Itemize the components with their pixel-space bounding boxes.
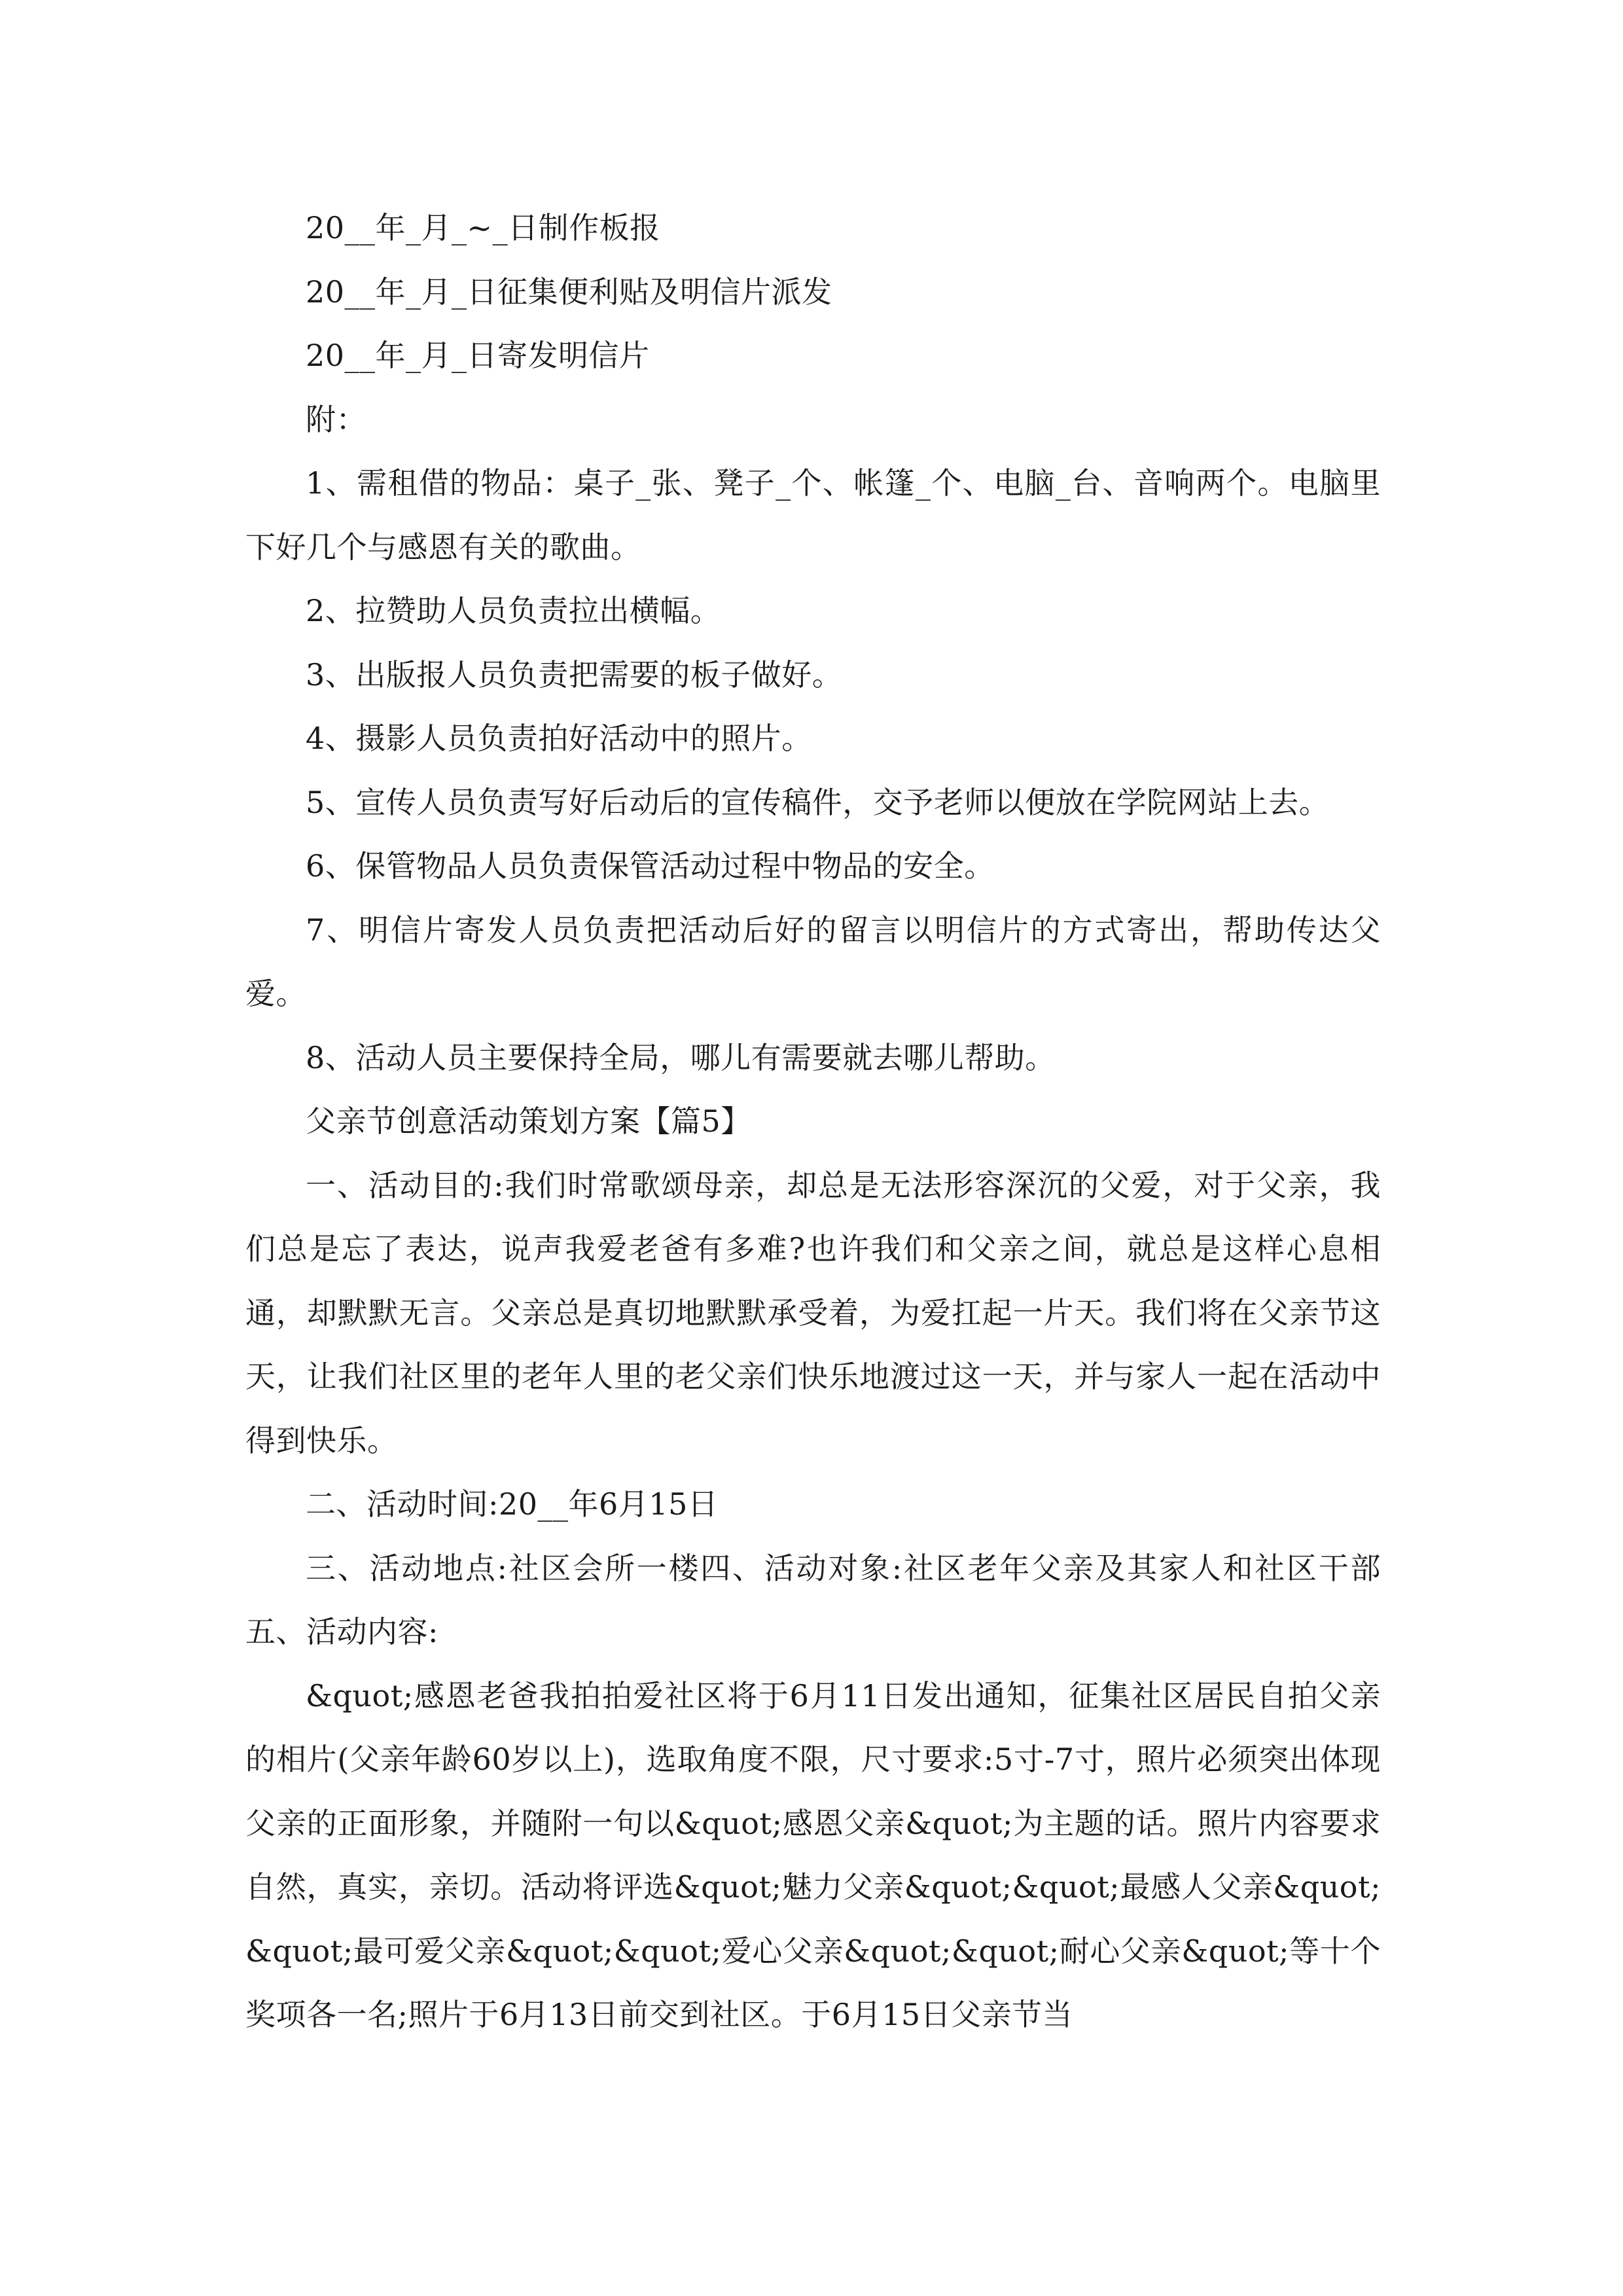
appendix-item-3: 3、出版报人员负责把需要的板子做好。 bbox=[306, 656, 843, 692]
appendix-item-4: 4、摄影人员负责拍好活动中的照片。 bbox=[306, 721, 812, 756]
schedule-item-send-postcards: 20__年_月_日寄发明信片 bbox=[306, 338, 650, 373]
appendix-item-2: 2、拉赞助人员负责拉出横幅。 bbox=[306, 593, 721, 628]
appendix-item-6: 6、保管物品人员负责保管活动过程中物品的安全。 bbox=[306, 848, 995, 884]
schedule-item-collect-notes: 20__年_月_日征集便利贴及明信片派发 bbox=[306, 274, 832, 310]
appendix-item-1: 1、需租借的物品：桌子_张、凳子_个、帐篷_个、电脑_台、音响两个。电脑里下好几个与感恩有关的歌曲。 bbox=[245, 465, 1381, 565]
appendix-heading: 附： bbox=[306, 401, 366, 437]
document-body bbox=[245, 196, 1381, 2047]
schedule-item-poster: 20__年_月_~_日制作板报 bbox=[306, 210, 660, 245]
appendix-item-8: 8、活动人员主要保持全局，哪儿有需要就去哪儿帮助。 bbox=[306, 1039, 1056, 1075]
section-title-part-5: 父亲节创意活动策划方案【篇5】 bbox=[306, 1103, 751, 1139]
activity-location-target-content: 三、活动地点:社区会所一楼四、活动对象:社区老年父亲及其家人和社区干部五、活动内容: bbox=[245, 1550, 1381, 1649]
appendix-item-7: 7、明信片寄发人员负责把活动后好的留言以明信片的方式寄出，帮助传达父爱。 bbox=[245, 912, 1381, 1011]
appendix-item-5: 5、宣传人员负责写好后动后的宣传稿件，交予老师以便放在学院网站上去。 bbox=[306, 784, 1330, 820]
activity-content-detail: &quot;感恩老爸我拍拍爱社区将于6月11日发出通知，征集社区居民自拍父亲的相片(父亲年龄60岁以上)，选取角度不限，尺寸要求:5寸-7寸，照片必须突出体现父亲的正面形象，并随附一句以&quot;感恩父亲&quot;为主题的话。照片内容要求自然，真实，亲切。活动将评选&quot;魅力父亲&quot;&quot;最感人父亲&quot;&quot;最可爱父亲&quot;&quot;爱心父亲&quot;&quot;耐心父亲&quot;等十个奖项各一名;照片于6月13日前交到社区。于6月15日父亲节当 bbox=[245, 1677, 1381, 2032]
activity-purpose: 一、活动目的:我们时常歌颂母亲，却总是无法形容深沉的父爱，对于父亲，我们总是忘了表达，说声我爱老爸有多难?也许我们和父亲之间，就总是这样心息相通，却默默无言。父亲总是真切地默默承受着，为爱扛起一片天。我们将在父亲节这天，让我们社区里的老年人里的老父亲们快乐地渡过这一天，并与家人一起在活动中得到快乐。 bbox=[245, 1167, 1381, 1458]
activity-time: 二、活动时间:20__年6月15日 bbox=[306, 1486, 719, 1522]
